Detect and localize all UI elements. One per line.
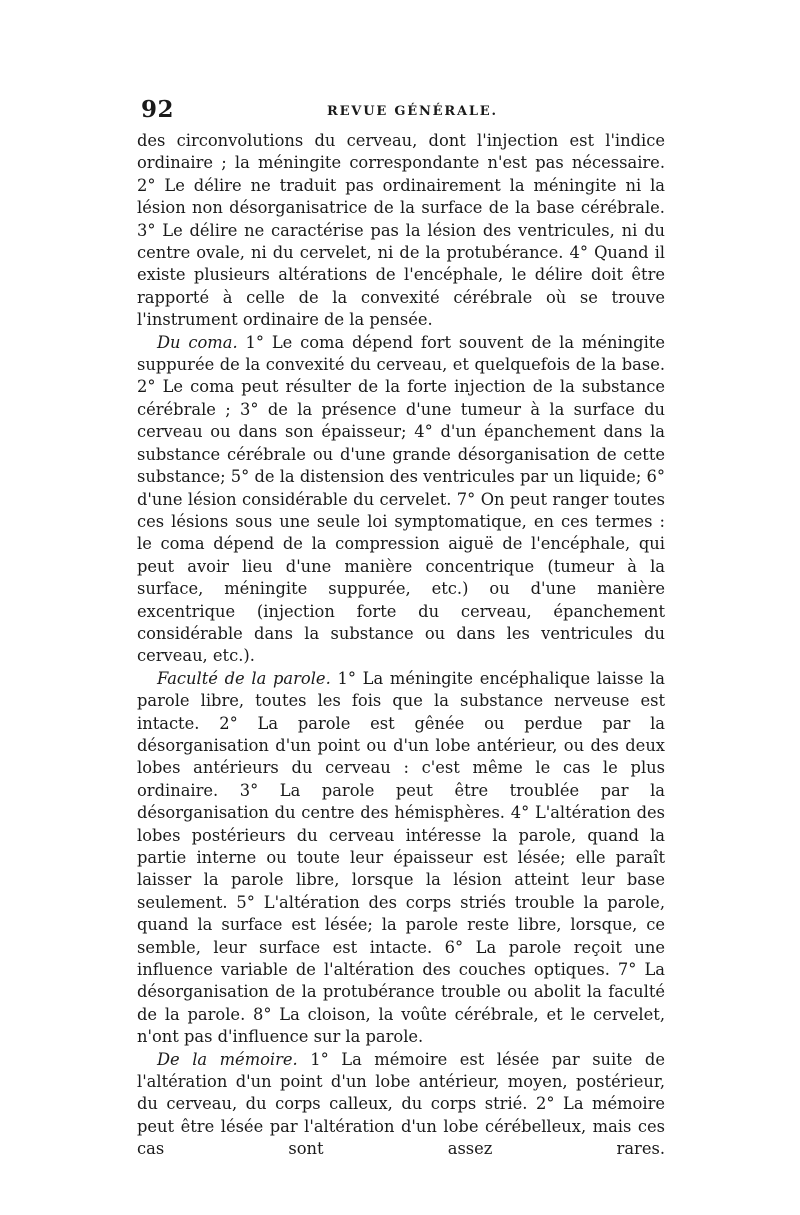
- running-head: [137, 96, 665, 126]
- section-heading-parole: Faculté de la parole.: [157, 668, 331, 688]
- page-number: 92: [141, 96, 175, 123]
- paragraph-coma: [137, 332, 665, 668]
- paragraph-parole-text: 1° La méningite encéphalique laisse la parole libre, toutes les fois que la substance nerveuse est intacte. 2° La parole est gênée ou perdue par la désorganisation d'un point ou d'un lobe antérieur, ou des deux lobes antérieurs du cerveau : c'est même le cas le plus ordinaire. 3° La parole peut être troublée par la désorganisation du centre des hémisphères. 4° L'altération des lobes postérieurs du cerveau intéresse la parole, quand la partie interne ou toute leur épaisseur est lésée; elle paraît laisser la parole libre, lorsque la lésion atteint leur base seulement. 5° L'altération des corps striés trouble la parole, quand la surface est lésée; la parole reste libre, lorsque, ce semble, leur surface est intacte. 6° La parole reçoit une influence variable de l'altération des couches optiques. 7° La désorganisation de la protubérance trouble ou abolit la faculté de la parole. 8° La cloison, la voûte cérébrale, et le cervelet, n'ont pas d'influence sur la parole.: [137, 668, 665, 1047]
- paragraph-coma-text: 1° Le coma dépend fort souvent de la méningite suppurée de la convexité du cerveau, et quelquefois de la base. 2° Le coma peut résulter de la forte injection de la substance cérébrale ; 3° de la présence d'une tumeur à la surface du cerveau ou dans son épaisseur; 4° d'un épanchement dans la substance cérébrale ou d'une grande désorganisation de cette substance; 5° de la distension des ventricules par un liquide; 6° d'une lésion considérable du cervelet. 7° On peut ranger toutes ces lésions sous une seule loi symptomatique, en ces termes : le coma dépend de la compression aiguë de l'encéphale, qui peut avoir lieu d'une manière concentrique (tumeur à la surface, méningite suppurée, etc.) ou d'une manière excentrique (injection forte du cerveau, épanchement considérable dans la substance ou dans les ventricules du cerveau, etc.).: [137, 332, 665, 666]
- section-heading-coma: Du coma.: [157, 332, 238, 352]
- body-text: [137, 130, 665, 1161]
- paragraph-memoire-text: 1° La mémoire est lésée par suite de l'altération d'un point d'un lobe antérieur, moyen, postérieur, du cerveau, du corps calleux, du corps strié. 2° La mémoire peut être lésée par l'altération d'un lobe cérébelleux, mais ces cas sont assez rares.: [137, 1049, 665, 1159]
- paragraph-delire: des circonvolutions du cerveau, dont l'injection est l'indice ordinaire ; la méningite correspondante n'est pas nécessaire. 2° Le délire ne traduit pas ordinairement la méningite ni la lésion non désorganisatrice de la surface de la base cérébrale. 3° Le délire ne caractérise pas la lésion des ventricules, ni du centre ovale, ni du cervelet, ni de la protubérance. 4° Quand il existe plusieurs altérations de l'encéphale, le délire doit être rapporté à celle de la convexité cérébrale où se trouve l'instrument ordinaire de la pensée.: [137, 131, 665, 330]
- running-title: REVUE GÉNÉRALE.: [327, 104, 498, 119]
- paragraph-memoire: [137, 1049, 665, 1161]
- section-heading-memoire: De la mémoire.: [157, 1049, 298, 1069]
- paragraph-parole: [137, 668, 665, 1049]
- book-page: [137, 96, 665, 1161]
